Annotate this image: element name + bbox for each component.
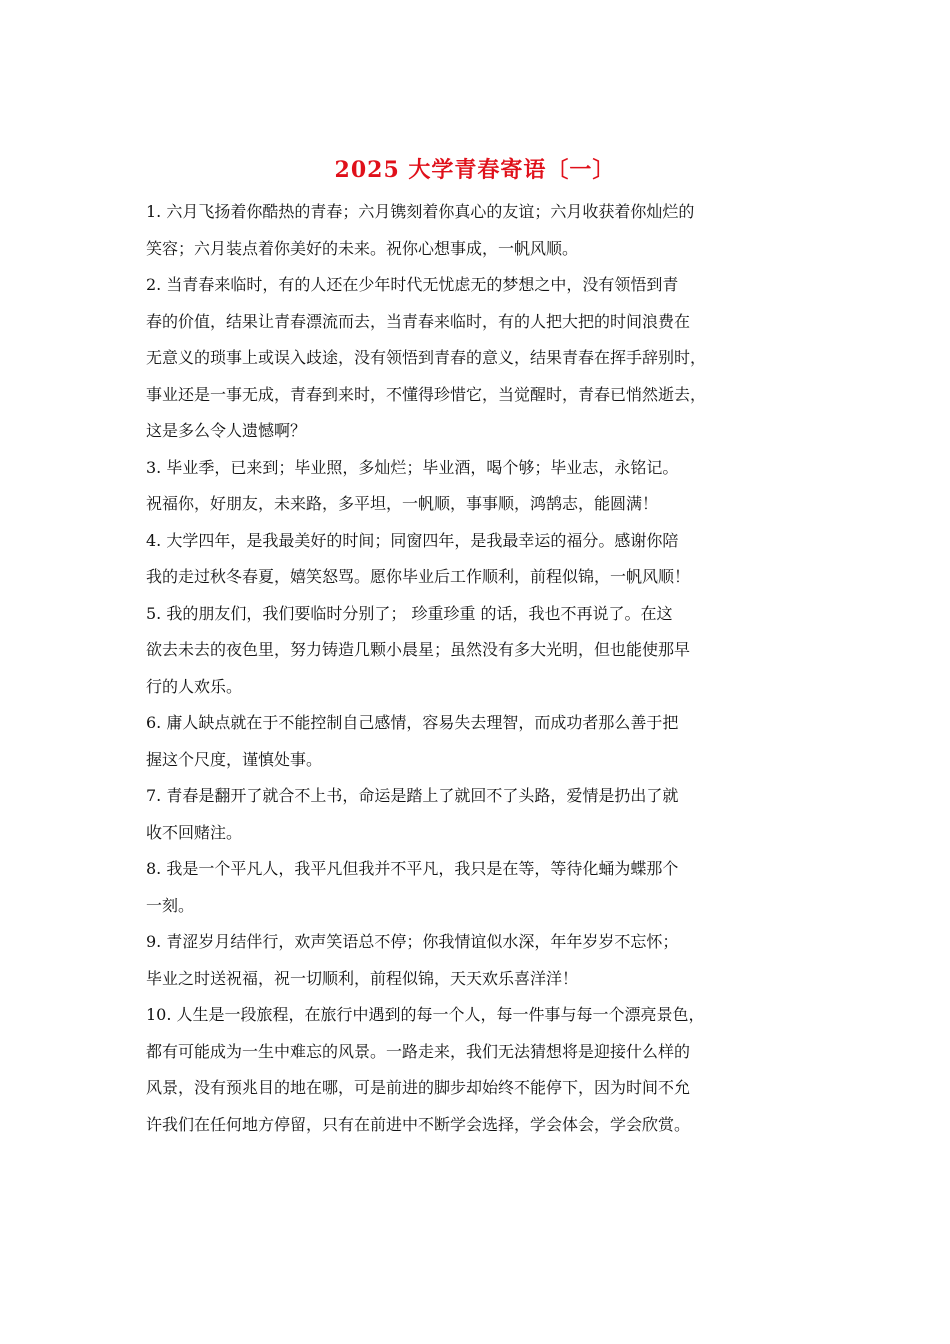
entry-9 (146, 924, 818, 997)
entry-line: 欲去未去的夜色里，努力铸造几颗小晨星；虽然没有多大光明，但也能使那早 (146, 640, 691, 659)
entry-2 (146, 267, 818, 450)
entry-line: 10. 人生是一段旅程，在旅行中遇到的每一个人，每一件事与每一个漂亮景色， (146, 1005, 705, 1024)
entry-10 (146, 997, 818, 1143)
entry-line: 笑容；六月装点着你美好的未来。祝你心想事成，一帆风顺。 (146, 238, 579, 258)
entry-line: 事业还是一事无成，青春到来时，不懂得珍惜它，当觉醒时，青春已悄然逝去， (146, 384, 707, 404)
entry-6 (146, 705, 818, 778)
entry-line: 握这个尺度，谨慎处事。 (146, 749, 323, 769)
entry-4 (146, 523, 818, 596)
entry-line: 3. 毕业季，已来到；毕业照，多灿烂；毕业酒，喝个够；毕业志，永铭记。 (146, 457, 679, 477)
entry-line: 毕业之时送祝福，祝一切顺利，前程似锦，天天欢乐喜洋洋！ (146, 968, 579, 988)
entry-line: 这是多么令人遗憾啊？ (146, 421, 307, 440)
entry-line: 7. 青春是翻开了就合不上书，命运是踏上了就回不了头路，爱情是扔出了就 (146, 786, 679, 805)
entry-line: 一刻。 (146, 895, 195, 915)
entry-line: 2. 当青春来临时，有的人还在少年时代无忧虑无的梦想之中，没有领悟到青 (146, 275, 679, 294)
entry-line: 9. 青涩岁月结伴行，欢声笑语总不停；你我情谊似水深，年年岁岁不忘怀； (146, 932, 679, 951)
entry-line: 收不回赌注。 (146, 822, 243, 842)
entry-line: 许我们在任何地方停留，只有在前进中不断学会选择，学会体会，学会欣赏。 (146, 1114, 691, 1134)
entry-line: 8. 我是一个平凡人，我平凡但我并不平凡，我只是在等，等待化蛹为蝶那个 (146, 859, 679, 878)
entry-line: 6. 庸人缺点就在于不能控制自己感情，容易失去理智，而成功者那么善于把 (146, 713, 679, 732)
document-title: 2025 大学青春寄语〔一〕 (334, 157, 616, 183)
entry-line: 4. 大学四年，是我最美好的时间；同窗四年，是我最幸运的福分。感谢你陪 (146, 530, 679, 550)
entry-1 (146, 194, 818, 267)
entry-line: 都有可能成为一生中难忘的风景。一路走来，我们无法猜想将是迎接什么样的 (146, 1041, 691, 1061)
entry-line: 行的人欢乐。 (146, 676, 243, 696)
entry-3 (146, 450, 818, 523)
entry-line: 我的走过秋冬春夏，嬉笑怒骂。愿你毕业后工作顺利，前程似锦，一帆风顺！ (146, 567, 691, 586)
entry-8 (146, 851, 818, 924)
entry-line: 5. 我的朋友们，我们要临时分别了； 珍重珍重 的话，我也不再说了。在这 (146, 603, 673, 623)
entry-line: 祝福你，好朋友，未来路，多平坦，一帆顺，事事顺，鸿鹄志，能圆满！ (146, 494, 659, 513)
entry-5 (146, 596, 818, 706)
entry-line: 无意义的琐事上或误入歧途，没有领悟到青春的意义，结果青春在挥手辞别时， (146, 348, 707, 367)
entry-line: 春的价值，结果让青春漂流而去，当青春来临时，有的人把大把的时间浪费在 (146, 311, 691, 331)
entry-line: 风景，没有预兆目的地在哪，可是前进的脚步却始终不能停下，因为时间不允 (146, 1078, 691, 1097)
entry-line: 1. 六月飞扬着你酷热的青春；六月镌刻着你真心的友谊；六月收获着你灿烂的 (146, 202, 695, 221)
entry-7 (146, 778, 818, 851)
document-body (146, 194, 818, 1143)
